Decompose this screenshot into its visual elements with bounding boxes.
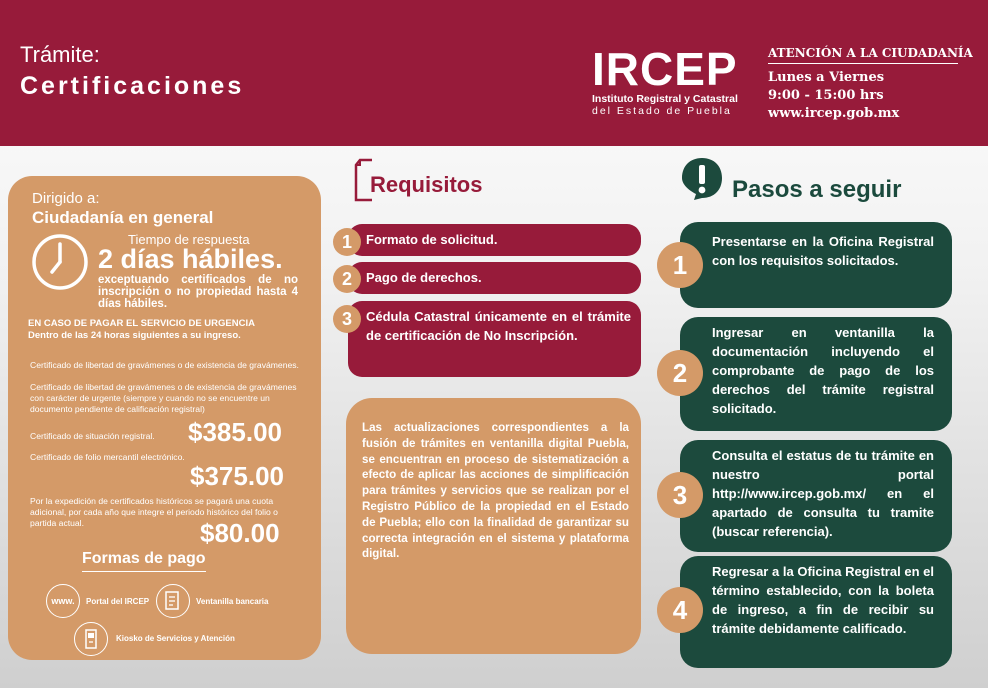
paso-item	[680, 556, 952, 668]
pay-option-portal[interactable]: Portal del IRCEP	[86, 597, 150, 606]
dirigido-value: Ciudadanía en general	[32, 208, 214, 227]
clock-icon	[30, 232, 90, 292]
atencion-dias: Lunes a Viernes	[768, 70, 885, 85]
bank-receipt-icon	[156, 584, 190, 618]
urgencia-note	[28, 318, 310, 342]
atencion-block	[768, 46, 973, 121]
tiempo-label: Tiempo de respuesta	[128, 232, 250, 247]
cert-item: Certificado de folio mercantil electrónico.	[30, 452, 185, 462]
info-panel	[8, 176, 321, 660]
dirigido-label: Dirigido a:	[32, 190, 100, 207]
paso-item	[680, 222, 952, 308]
formas-de-pago-title: Formas de pago	[82, 550, 206, 572]
cert-item: Certificado de libertad de gravámenes o de existencia de gravámenes.	[30, 360, 299, 370]
paso-number: 1	[657, 242, 703, 288]
requisito-item	[348, 224, 641, 256]
kiosk-icon	[74, 622, 108, 656]
requisito-number: 1	[333, 228, 361, 256]
pay-option-ventanilla[interactable]: Ventanilla bancaria	[196, 597, 269, 606]
ircep-logo	[592, 43, 757, 117]
paso-item	[680, 317, 952, 431]
alert-icon	[680, 156, 724, 202]
pay-option-kiosko[interactable]: Kiosko de Servicios y Atención	[116, 634, 235, 643]
actualizaciones-note: Las actualizaciones correspondientes a la fusión de trámites en ventanilla digital Puebla, se encuentran en proceso de sistematización a efecto de aplicar las acciones de simplificación para trámites y servicios que se realizan por el Registro Público de la propiedad en el Estado de Puebla; ello con la finalidad de garantizar su correcta integración en el sistema y plataforma digital.	[346, 398, 641, 654]
logo-subtitle-2: del Estado de Puebla	[592, 105, 732, 117]
paso-item	[680, 440, 952, 552]
requisito-number: 3	[333, 305, 361, 333]
requisito-item	[348, 301, 641, 377]
pasos-title: Pasos a seguir	[732, 176, 902, 203]
cert-item: Certificado de libertad de gravámenes o de existencia de gravámenes con carácter de urgente (siempre y cuando no se encuentre un documento pendiente de calificación registral)	[30, 382, 297, 414]
price-385: $385.00	[188, 417, 282, 447]
tramite-label: Trámite:	[20, 42, 100, 67]
atencion-horario: 9:00 - 15:00 hrs	[768, 88, 884, 103]
paso-number: 3	[657, 472, 703, 518]
cert-item: Certificado de situación registral.	[30, 431, 155, 441]
tiempo-value: 2 días hábiles.	[98, 244, 283, 274]
requisito-text: Pago de derechos.	[366, 270, 482, 285]
paso-text: Regresar a la Oficina Registral en el término establecido, con la boleta de ingreso, a fin de recibir su trámite debidamente calificado.	[712, 564, 934, 636]
header	[0, 0, 988, 146]
urgencia-line-1: EN CASO DE PAGAR EL SERVICIO DE URGENCIA	[28, 318, 255, 329]
price-80: $80.00	[200, 518, 280, 548]
requisito-number: 2	[333, 265, 361, 293]
tramite-name: Certificaciones	[20, 72, 245, 100]
paso-text: Presentarse en la Oficina Registral con los requisitos solicitados.	[712, 234, 934, 268]
requisitos-title: Requisitos	[370, 172, 483, 197]
requisito-text: Formato de solicitud.	[366, 232, 498, 247]
paso-text: Consulta el estatus de tu trámite en nuestro portal http://www.ircep.gob.mx/ en el apartado de consulta tu tramite (buscar referencia).	[712, 448, 934, 539]
atencion-title: ATENCIÓN A LA CIUDADANÍA	[768, 46, 958, 64]
tiempo-exception: exceptuando certificados de no inscripción o no propiedad hasta 4 días hábiles.	[98, 274, 298, 310]
logo-word: IRCEP	[592, 43, 738, 95]
logo-subtitle-1: Instituto Registral y Catastral	[592, 93, 738, 105]
cert-item: Por la expedición de certificados históricos se pagará una cuota adicional, por cada año que integre el periodo histórico del folio o partida actual.	[30, 496, 278, 528]
urgencia-line-2: Dentro de las 24 horas siguientes a su ingreso.	[28, 330, 241, 341]
requisito-text: Cédula Catastral únicamente en el trámite de certificación de No Inscripción.	[366, 309, 631, 343]
atencion-web[interactable]: www.ircep.gob.mx	[768, 106, 900, 121]
paso-number: 2	[657, 350, 703, 396]
requisito-item	[348, 262, 641, 294]
web-icon: www.	[46, 584, 80, 618]
paso-number: 4	[657, 587, 703, 633]
price-375: $375.00	[190, 461, 284, 491]
paso-text: Ingresar en ventanilla la documentación incluyendo el comprobante de pago de los derechos del trámite registral solicitado.	[712, 325, 934, 416]
